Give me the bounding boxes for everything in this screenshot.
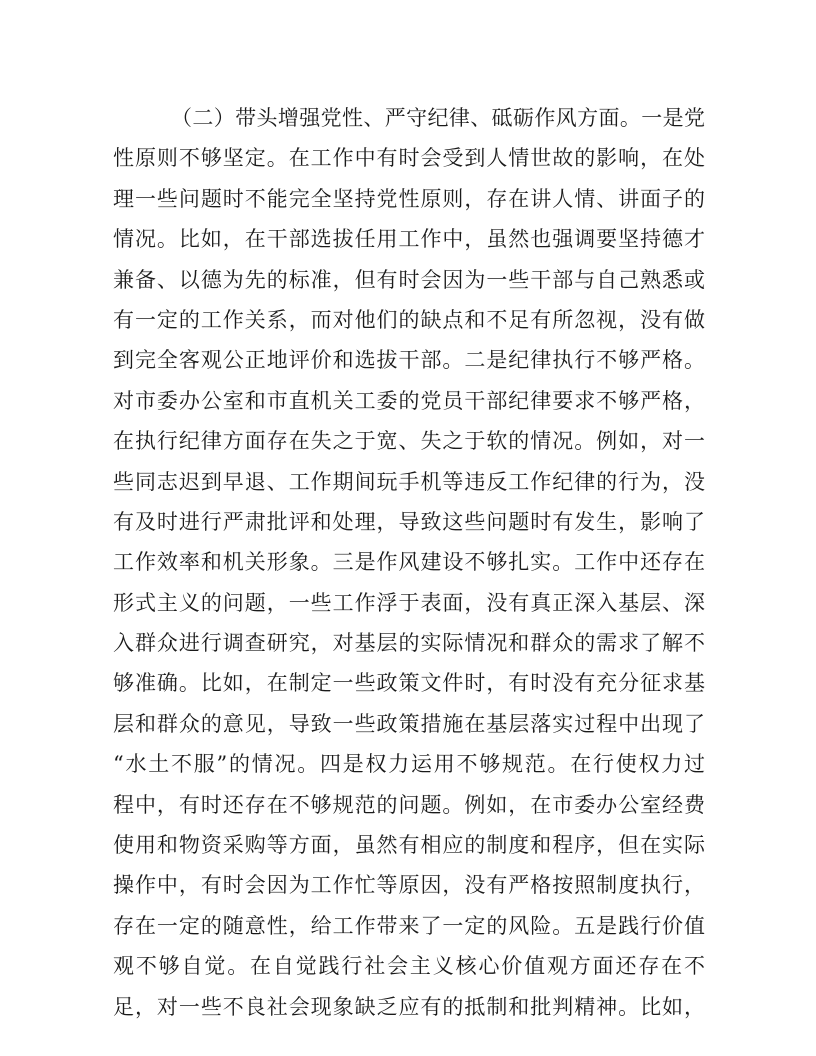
- text-line: 工作效率和机关形象。三是作风建设不够扎实。工作中还存在: [113, 550, 705, 575]
- text-line: 足，对一些不良社会现象缺乏应有的抵制和批判精神。比如，: [113, 994, 705, 1019]
- text-line: （二）带头增强党性、严守纪律、砥砺作风方面。一是党: [171, 106, 705, 130]
- text-line: 层和群众的意见，导致一些政策措施在基层落实过程中出现了: [113, 711, 705, 736]
- text-line: 够准确。比如，在制定一些政策文件时，有时没有充分征求基: [113, 671, 705, 696]
- text-line: 情况。比如，在干部选拔任用工作中，虽然也强调要坚持德才: [113, 227, 705, 252]
- text-line: 兼备、以德为先的标准，但有时会因为一些干部与自己熟悉或: [113, 267, 705, 292]
- text-line: 入群众进行调查研究，对基层的实际情况和群众的需求了解不: [113, 631, 705, 656]
- text-line: 性原则不够坚定。在工作中有时会受到人情世故的影响，在处: [113, 146, 705, 171]
- text-line: 使用和物资采购等方面，虽然有相应的制度和程序，但在实际: [113, 833, 705, 858]
- text-line: 些同志迟到早退、工作期间玩手机等违反工作纪律的行为，没: [113, 469, 705, 494]
- text-line: 有一定的工作关系，而对他们的缺点和不足有所忽视，没有做: [113, 307, 705, 332]
- text-line: 程中，有时还存在不够规范的问题。例如，在市委办公室经费: [113, 792, 705, 817]
- text-line: 在执行纪律方面存在失之于宽、失之于软的情况。例如，对一: [113, 429, 705, 454]
- text-line: 形式主义的问题，一些工作浮于表面，没有真正深入基层、深: [113, 590, 705, 615]
- body-paragraph: [113, 98, 705, 1027]
- text-line: 存在一定的随意性，给工作带来了一定的风险。五是践行价值: [113, 913, 705, 938]
- text-line: 有及时进行严肃批评和处理，导致这些问题时有发生，影响了: [113, 509, 705, 534]
- text-line: 到完全客观公正地评价和选拔干部。二是纪律执行不够严格。: [113, 348, 705, 373]
- text-line: 对市委办公室和市直机关工委的党员干部纪律要求不够严格，: [113, 388, 705, 413]
- text-line: “水土不服”的情况。四是权力运用不够规范。在行使权力过: [113, 752, 705, 777]
- text-line: 观不够自觉。在自觉践行社会主义核心价值观方面还存在不: [113, 954, 705, 979]
- text-line: 理一些问题时不能完全坚持党性原则，存在讲人情、讲面子的: [113, 186, 705, 211]
- text-line: 操作中，有时会因为工作忙等原因，没有严格按照制度执行，: [113, 873, 705, 898]
